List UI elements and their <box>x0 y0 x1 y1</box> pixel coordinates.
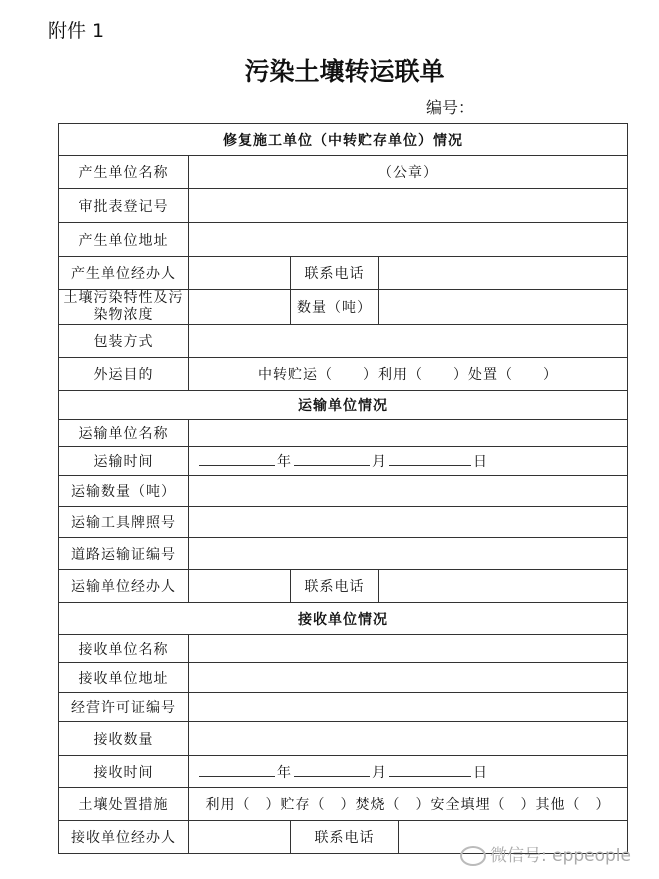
field-label: 外运目的 <box>59 358 189 391</box>
address-field[interactable] <box>189 223 628 257</box>
section-header-receiver: 接收单位情况 <box>59 603 628 635</box>
seal-field[interactable]: （公章） <box>189 156 628 189</box>
field-label: 审批表登记号 <box>59 189 189 223</box>
field-label: 联系电话 <box>291 821 399 854</box>
section-header-transport: 运输单位情况 <box>59 391 628 420</box>
transport-unit-field[interactable] <box>189 420 628 447</box>
field-label: 接收单位名称 <box>59 635 189 663</box>
number-label: 编号： <box>426 98 475 117</box>
field-label: 包装方式 <box>59 325 189 358</box>
field-label: 接收单位经办人 <box>59 821 189 854</box>
field-label: 道路运输证编号 <box>59 538 189 570</box>
field-label: 联系电话 <box>291 257 379 290</box>
field-label: 经营许可证编号 <box>59 693 189 722</box>
day-label: 日 <box>473 454 488 470</box>
field-label: 接收数量 <box>59 722 189 756</box>
field-label: 接收单位地址 <box>59 663 189 693</box>
field-label: 运输时间 <box>59 447 189 476</box>
section-header-remediation: 修复施工单位（中转贮存单位）情况 <box>59 124 628 156</box>
attachment-label: 附件 1 <box>48 20 105 42</box>
pollution-field[interactable] <box>189 290 291 325</box>
transport-phone-field[interactable] <box>379 570 628 603</box>
receiver-address-field[interactable] <box>189 663 628 693</box>
transport-quantity-field[interactable] <box>189 476 628 507</box>
month-label: 月 <box>372 454 387 470</box>
receiver-handler-field[interactable] <box>189 821 291 854</box>
year-label: 年 <box>277 454 292 470</box>
month-label: 月 <box>372 764 387 781</box>
disposal-method-field[interactable]: 利用（ ）贮存（ ）焚烧（ ）安全填埋（ ）其他（ ） <box>189 788 628 821</box>
transport-date-field[interactable] <box>189 447 628 476</box>
field-label: 产生单位地址 <box>59 223 189 257</box>
quantity-field[interactable] <box>379 290 628 325</box>
license-number-field[interactable] <box>189 693 628 722</box>
field-label: 产生单位名称 <box>59 156 189 189</box>
field-label: 运输工具牌照号 <box>59 507 189 538</box>
handler-field[interactable] <box>189 257 291 290</box>
purpose-field[interactable]: 中转贮运（ ）利用（ ）处置（ ） <box>189 358 628 391</box>
plate-number-field[interactable] <box>189 507 628 538</box>
wechat-icon <box>460 846 486 866</box>
packaging-field[interactable] <box>189 325 628 358</box>
field-label: 接收时间 <box>59 756 189 788</box>
transport-handler-field[interactable] <box>189 570 291 603</box>
watermark <box>460 841 631 866</box>
document-title: 污染土壤转运联单 <box>244 57 445 86</box>
watermark-text: 微信号: eppeople <box>489 846 631 866</box>
road-permit-field[interactable] <box>189 538 628 570</box>
phone-field[interactable] <box>379 257 628 290</box>
field-label: 运输单位名称 <box>59 420 189 447</box>
receive-date-field[interactable] <box>189 756 628 788</box>
received-quantity-field[interactable] <box>189 722 628 756</box>
day-label: 日 <box>473 764 488 781</box>
field-label: 产生单位经办人 <box>59 257 189 290</box>
year-label: 年 <box>277 764 292 781</box>
field-label: 运输单位经办人 <box>59 570 189 603</box>
approval-number-field[interactable] <box>189 189 628 223</box>
field-label: 土壤污染特性及污染物浓度 <box>59 290 189 325</box>
field-label: 运输数量（吨） <box>59 476 189 507</box>
transfer-form-table <box>58 123 628 854</box>
field-label: 数量（吨） <box>291 290 379 325</box>
receiver-name-field[interactable] <box>189 635 628 663</box>
field-label: 土壤处置措施 <box>59 788 189 821</box>
field-label: 联系电话 <box>291 570 379 603</box>
